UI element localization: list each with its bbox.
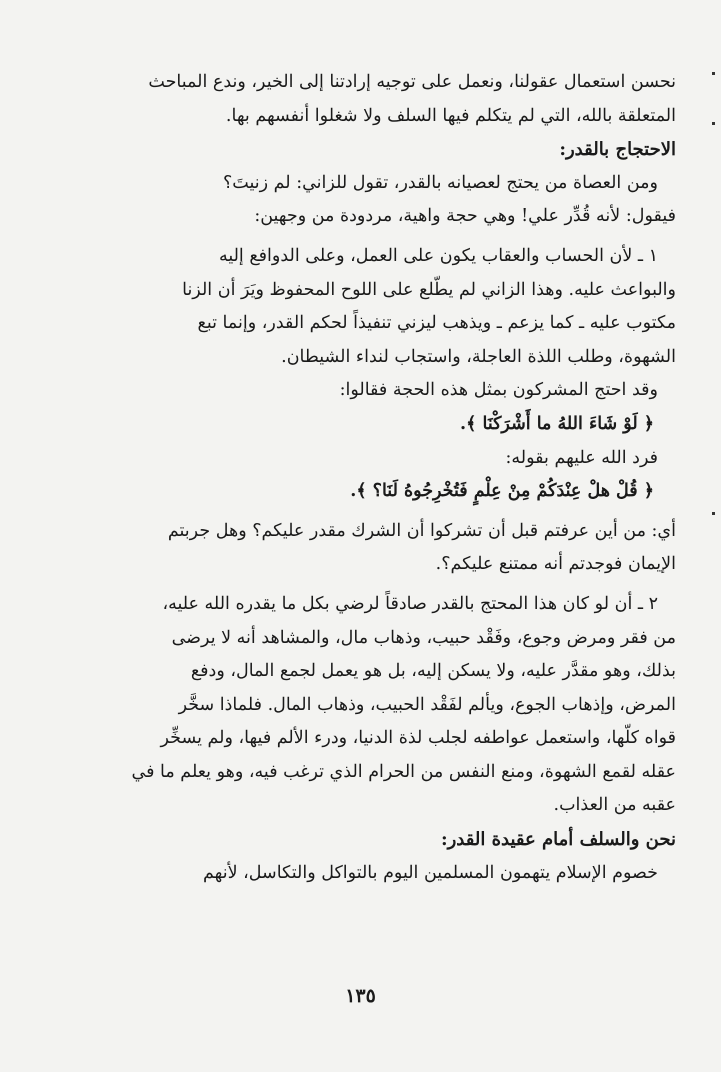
document-page [56,66,676,890]
margin-mark-right [712,512,715,515]
text-line: مكتوب عليه ـ كما يزعم ـ ويذهب ليزني تنفيذاً لحكم القدر، وإنما تبع [197,313,676,334]
text-line: قواه كلّها، واستعمل عواطفه لجلب لذة الدنيا، ودرء الألم فيها، ولم يسخِّر [160,728,676,749]
text-line: فيقول: لأنه قُدِّر علي! وهي حجة واهية، مردودة من وجهين: [254,206,676,227]
text-line: من فقر ومرض وجوع، وفَقْد حبيب، وذهاب مال، والمشاهد أنه لا يرضى [171,627,676,648]
text-line: عقبه من العذاب. [553,795,676,816]
text-line: المتعلقة بالله، التي لم يتكلم فيها السلف ولا شغلوا أنفسهم بها. [225,105,676,126]
text-line: ومن العصاة من يحتج لعصيانه بالقدر، تقول للزاني: لم زنيتَ؟ [223,172,658,193]
text-line: خصوم الإسلام يتهمون المسلمين اليوم بالتواكل والتكاسل، لأنهم [203,862,658,883]
text-line: المرض، وإذهاب الجوع، ويألم لفَقْد الحبيب، وذهاب المال. فلماذا سخَّر [178,694,676,715]
text-line: أي: من أين عرفتم قبل أن تشركوا أن الشرك مقدر عليكم؟ وهل جربتم [167,520,676,541]
margin-mark-top [712,72,715,75]
text-line: بذلك، وهو مقدَّر عليه، ولا يسكن إليه، بل هو يعمل لجمع المال، ودفع [190,661,676,682]
page-number: ١٣٥ [345,985,376,1007]
text-line: الإيمان فوجدتم أنه ممتنع عليكم؟. [435,554,676,575]
text-line: وقد احتج المشركون بمثل هذه الحجة فقالوا: [339,380,658,401]
text-line: والبواعث عليه. وهذا الزاني لم يطّلع على اللوح المحفوظ ويَرَ أن الزنا [182,279,676,300]
quran-verse: ﴿ قُلْ هلْ عِنْدَكُمْ مِنْ عِلْمٍ فَتُخْرِجُوهُ لَنَا؟ ﴾. [350,481,654,502]
text-line: الشهوة، وطلب اللذة العاجلة، واستجاب لنداء الشيطان. [281,346,676,367]
text-line: فرد الله عليهم بقوله: [505,447,658,468]
margin-mark-mid [712,122,715,125]
section-heading-salaf-qadar: نحن والسلف أمام عقيدة القدر: [440,829,676,851]
text-line: ١ ـ لأن الحساب والعقاب يكون على العمل، وعلى الدوافع إليه [218,245,658,266]
text-line: نحسن استعمال عقولنا، ونعمل على توجيه إرادتنا إلى الخير، وندع المباحث [148,72,676,92]
quran-verse: ﴿ لَوْ شَاءَ اللهُ ما أَشْرَكْنَا ﴾. [460,413,654,434]
section-heading-qadar-argument: الاحتجاج بالقدر: [559,139,676,161]
text-line: عقله لقمع الشهوة، ومنع النفس من الحرام الذي ترغب فيه، وهو يعلم ما في [131,761,676,782]
text-line: ٢ ـ أن لو كان هذا المحتج بالقدر صادقاً لرضي بكل ما يقدره الله عليه، [162,593,658,614]
